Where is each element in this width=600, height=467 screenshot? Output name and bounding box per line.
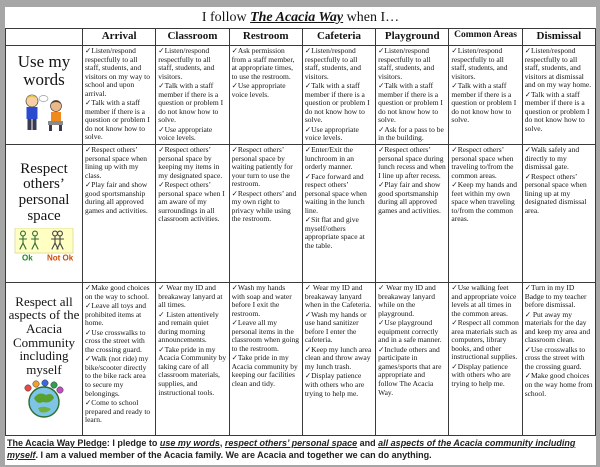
rule-item: ✓Talk with a staff member if there is a question or problem I do not know how to solve. xyxy=(524,89,590,133)
rule-item: ✓Use appropriate voice levels. xyxy=(158,124,213,143)
col-header-common-areas: Common Areas xyxy=(449,29,522,46)
cell-use-my-words-common-areas xyxy=(449,46,522,145)
rule-item: ✓Keep my hands and feet within my own space when traveling to/from the common areas. xyxy=(451,180,518,224)
rule-item: ✓Respect others’ personal space when lining up at my designated dismissal area. xyxy=(524,171,587,215)
rule-item: ✓Wash my hands with soap and water before I exit the restroom. xyxy=(231,284,292,318)
pledge-lead: : I pledge to xyxy=(106,438,160,448)
row-label-personal-space: Respect others’ personal space xyxy=(18,160,70,224)
row-header-use-my-words xyxy=(6,46,83,145)
cell-community-cafeteria xyxy=(302,283,375,436)
rule-item: ✓Talk with a staff member if there is a question or problem I do not know how to solve. xyxy=(451,81,517,125)
row-label-community: Respect all aspects of the Acacia Community including myself xyxy=(8,293,80,377)
row-personal-space xyxy=(6,145,596,283)
col-header-arrival: Arrival xyxy=(83,29,156,46)
rule-item: ✓Take pride in my Acacia Community by taking care of all classroom materials, supplies, and instructional tools. xyxy=(158,344,227,397)
cell-use-my-words-dismissal xyxy=(522,46,595,145)
rule-item: ✓Turn in my ID Badge to my teacher before dismissal. xyxy=(524,284,587,310)
corner-cell xyxy=(6,29,83,46)
cell-personal-space-cafeteria xyxy=(302,145,375,283)
col-header-dismissal: Dismissal xyxy=(522,29,595,46)
rule-item: ✓Keep my lunch area clean and throw away my lunch trash. xyxy=(304,344,372,371)
col-header-restroom: Restroom xyxy=(229,29,302,46)
rule-item: ✓Display patience with others who are trying to help me. xyxy=(451,361,511,389)
rule-item: ✓Use appropriate voice levels. xyxy=(304,124,359,143)
rule-item: ✓Respect others’ and my own right to privacy while using the restroom. xyxy=(231,188,297,224)
cell-use-my-words-classroom xyxy=(156,46,229,145)
acacia-way-matrix xyxy=(5,28,596,436)
cell-personal-space-arrival xyxy=(83,145,156,283)
not-ok-label: Not Ok xyxy=(47,253,74,262)
rule-item: ✓Play fair and show good sportsmanship during all approved games and activities. xyxy=(85,180,148,215)
cell-community-classroom xyxy=(156,283,229,436)
cell-community-dismissal xyxy=(522,283,595,436)
page-title xyxy=(5,7,596,28)
acacia-way-pledge xyxy=(5,436,596,461)
pledge-phrase-words: use my words xyxy=(159,438,220,448)
rule-item: ✓Come to school prepared and ready to learn. xyxy=(85,398,151,425)
rule-item: ✓Use crosswalks to cross the street with the crossing guard. xyxy=(524,344,586,371)
rule-item: ✓Use crosswalks to cross the street with the crossing guard. xyxy=(85,327,146,354)
cell-community-playground xyxy=(376,283,449,436)
cell-personal-space-dismissal xyxy=(522,145,595,283)
cell-use-my-words-arrival xyxy=(83,46,156,145)
personal-space-ok-notok-icon xyxy=(14,228,74,267)
col-header-cafeteria: Cafeteria xyxy=(302,29,375,46)
rule-item: ✓Make good choices on the way to school. xyxy=(85,284,150,301)
rule-item: ✓Respect others’ personal space when I am aware of my surroundings in all classroom activities. xyxy=(158,180,225,224)
rule-item: ✓Wash my hands or use hand sanitizer before I enter the cafeteria. xyxy=(304,309,367,345)
rule-item: ✓Respect others’ personal space by keeping my items in my designated space. xyxy=(158,146,223,180)
rule-item: ✓Talk with a staff member if there is a question or problem I do not know how to solve. xyxy=(85,98,150,142)
title-prefix: I follow xyxy=(201,10,251,25)
rule-item: ✓Talk with a staff member if there is a question or problem I do not know how to solve. xyxy=(378,81,443,125)
cell-community-restroom xyxy=(229,283,302,436)
rule-item: ✓Listen/respond respectfully to all staff, students, and visitors at dismissal and on my way home. xyxy=(524,47,592,90)
row-label-use-my-words: Use my words xyxy=(17,51,71,89)
cell-use-my-words-restroom xyxy=(229,46,302,145)
row-header-personal-space xyxy=(6,145,83,283)
rule-item: ✓Display patience with others who are trying to help me. xyxy=(304,371,365,398)
cell-use-my-words-cafeteria xyxy=(302,46,375,145)
row-community xyxy=(6,283,596,436)
rule-item: ✓Face forward and respect others’ personal space when waiting in the lunch line. xyxy=(304,171,367,215)
rule-item: ✓Listen/respond respectfully to all staff, students, and visitors on my way to school and upon arrival. xyxy=(85,47,150,98)
rule-item: ✓Respect others’ personal space by waiting patiently for your turn to use the restroom. xyxy=(231,146,293,189)
cell-community-common-areas xyxy=(449,283,522,436)
row-header-community xyxy=(6,283,83,436)
rule-item: ✓Include others and participate in games/sports that are appropriate and follow The Acacia Way. xyxy=(378,344,442,397)
cell-personal-space-restroom xyxy=(229,145,302,283)
pledge-title: The Acacia Way Pledge xyxy=(7,438,107,448)
rule-item: ✓ Put away my materials for the day and keep my area and classroom clean. xyxy=(524,309,591,345)
document-page xyxy=(5,7,596,465)
title-suffix: when I… xyxy=(343,10,400,25)
rule-item: ✓Talk with a staff member if there is a question or problem I do not know how to solve. xyxy=(158,81,224,125)
row-use-my-words xyxy=(6,46,596,145)
title-emphasis: The Acacia Way xyxy=(250,10,344,25)
rule-item: ✓Listen/respond respectfully to all staff, students, and visitors. xyxy=(451,47,508,81)
rule-item: ✓Play fair and show good sportsmanship during all approved games and activities. xyxy=(378,180,441,215)
cell-use-my-words-playground xyxy=(376,46,449,145)
header-row xyxy=(6,29,596,46)
rule-item: ✓ Wear my ID and breakaway lanyard at all times. xyxy=(158,284,223,310)
rule-item: ✓Sit flat and give myself/others appropriate space at the table. xyxy=(304,215,365,251)
rule-item: ✓Take pride in my Acacia community by keeping our facilities clean and tidy. xyxy=(231,353,298,389)
rule-item: ✓Walk safely and directly to my dismissal gate. xyxy=(524,146,580,172)
rule-item: ✓Leave all toys and prohibited items at home. xyxy=(85,301,147,328)
pledge-sep2: and xyxy=(357,438,379,448)
rule-item: ✓ Wear my ID and breakaway lanyard while on the playground. xyxy=(378,284,436,318)
pledge-tail: . I am a valued member of the Acacia family. We are Acacia and together we can do anything. xyxy=(35,449,432,460)
rule-item: ✓Leave all my personal items in the classroom when going to the restroom. xyxy=(231,318,300,353)
rule-item: ✓Ask for a pass to be in the building. xyxy=(378,124,444,143)
ok-label: Ok xyxy=(22,253,33,262)
rule-item: ✓Respect all common area materials such as computers, library books, and other instructional supplies. xyxy=(451,318,519,362)
rule-item: ✓Make good choices on the way home from school. xyxy=(524,371,593,398)
pledge-phrase-community: all aspects of the Acacia community including myself xyxy=(7,438,576,460)
rule-item: ✓ Listen attentively and remain quiet during morning announcements. xyxy=(158,309,219,345)
rule-item: ✓Walk (not ride) my bike/scooter directly to the bike rack area to secure my belongings. xyxy=(85,354,149,398)
rule-item: ✓Talk with a staff member if there is a question or problem I do not know how to solve. xyxy=(304,81,370,125)
rule-item: ✓Use playground equipment correctly and in a safe manner. xyxy=(378,318,442,345)
rule-item: ✓Listen/respond respectfully to all staff, students, and visitors. xyxy=(378,47,435,81)
community-circle-icon xyxy=(21,379,67,424)
col-header-playground: Playground xyxy=(376,29,449,46)
cell-personal-space-common-areas xyxy=(449,145,522,283)
rule-item: ✓Respect others’ personal space when lining up with my class. xyxy=(85,146,148,180)
col-header-classroom: Classroom xyxy=(156,29,229,46)
rule-item: ✓Listen/respond respectfully to all staff, students, and visitors. xyxy=(304,47,361,81)
cell-community-arrival xyxy=(83,283,156,436)
rule-item: ✓Use walking feet and appropriate voice levels at all times in the common areas. xyxy=(451,284,517,318)
rule-item: ✓ Wear my ID and breakaway lanyard when in the Cafeteria. xyxy=(304,284,372,310)
cell-personal-space-playground xyxy=(376,145,449,283)
pledge-sep1: , xyxy=(219,438,225,448)
rule-item: ✓Respect others’ personal space during lunch recess and when I line up after recess. xyxy=(378,146,446,180)
rule-item: ✓Enter/Exit the lunchroom in an orderly manner. xyxy=(304,146,355,172)
rule-item: ✓Use appropriate voice levels. xyxy=(231,81,286,99)
rule-item: ✓Ask permission from a staff member, at appropriate times, to use the restroom. xyxy=(231,47,295,81)
pledge-phrase-space: respect others’ personal space xyxy=(224,438,358,448)
rule-item: ✓Listen/respond respectfully to all staff, students, and visitors. xyxy=(158,47,215,81)
rule-item: ✓Respect others’ personal space when traveling to/from the common areas. xyxy=(451,146,514,180)
talking-kids-icon xyxy=(19,91,69,138)
cell-personal-space-classroom xyxy=(156,145,229,283)
